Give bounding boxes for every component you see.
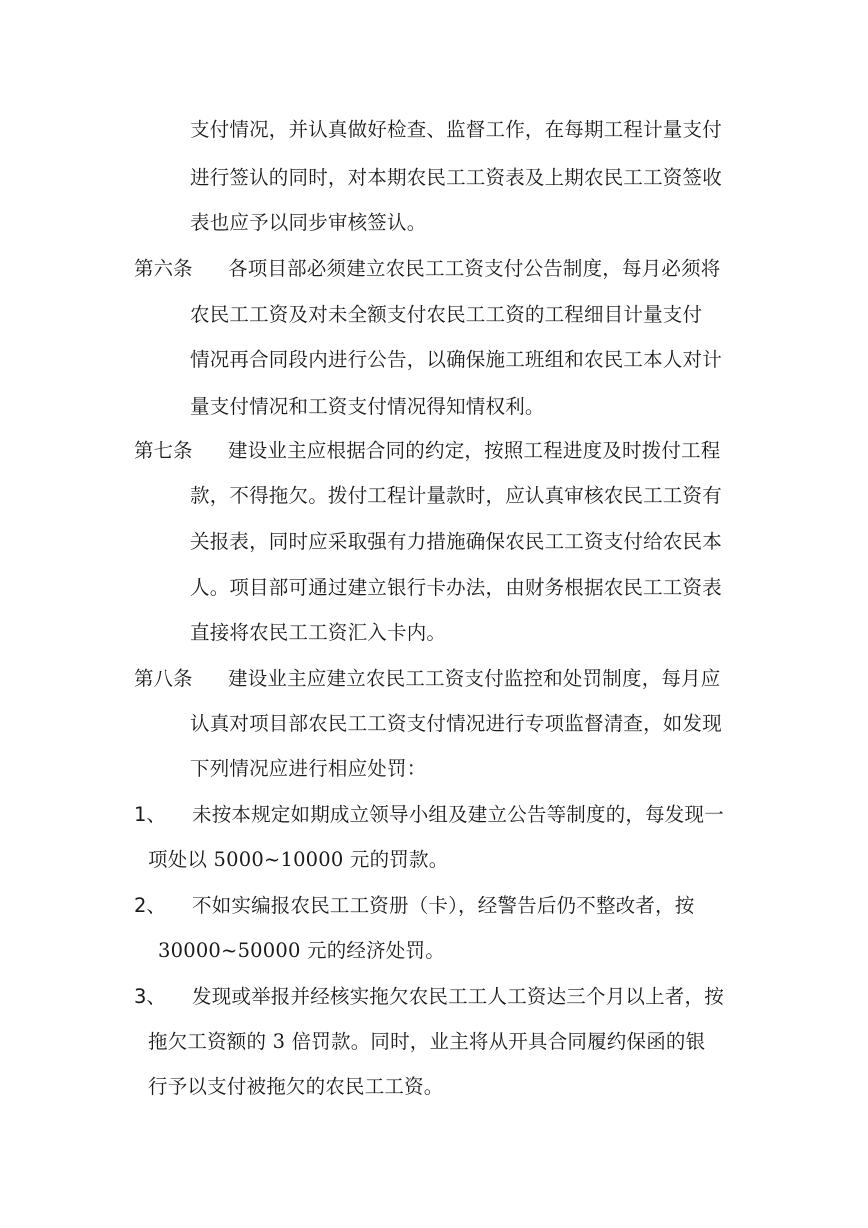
penalty-item-3-line-2: 拖欠工资额的 3 倍罚款。同时，业主将从开具合同履约保函的银 bbox=[148, 1030, 706, 1053]
article-7-line-5: 直接将农民工工资汇入卡内。 bbox=[190, 621, 447, 644]
article-8-line-2: 认真对项目部农民工工资支付情况进行专项监督清查，如发现 bbox=[190, 712, 722, 735]
penalty-item-1-line-1: 未按本规定如期成立领导小组及建立公告等制度的，每发现一 bbox=[192, 803, 724, 826]
article-7-line-3: 关报表，同时应采取强有力措施确保农民工工资支付给农民本 bbox=[190, 530, 722, 553]
intro-line-1: 支付情况，并认真做好检查、监督工作，在每期工程计量支付 bbox=[190, 118, 722, 141]
article-7-line-4: 人。项目部可通过建立银行卡办法，由财务根据农民工工资表 bbox=[190, 576, 722, 599]
penalty-item-2-number: 2、 bbox=[134, 894, 166, 917]
article-6-line-2: 农民工工资及对未全额支付农民工工资的工程细目计量支付 bbox=[190, 303, 703, 326]
penalty-item-3-number: 3、 bbox=[134, 985, 166, 1008]
article-7-label: 第七条 bbox=[134, 439, 193, 462]
article-7-line-2: 款，不得拖欠。拨付工程计量款时，应认真审核农民工工资有 bbox=[190, 484, 722, 507]
penalty-item-1-line-2: 项处以 5000~10000 元的罚款。 bbox=[148, 848, 449, 871]
penalty-item-2-line-2: 30000~50000 元的经济处罚。 bbox=[158, 939, 445, 962]
intro-line-2: 进行签认的同时，对本期农民工工资表及上期农民工工资签收 bbox=[190, 166, 722, 189]
article-6-line-4: 量支付情况和工资支付情况得知情权利。 bbox=[190, 395, 545, 418]
article-6-line-1: 各项目部必须建立农民工工资支付公告制度，每月必须将 bbox=[228, 257, 721, 280]
article-6-line-3: 情况再合同段内进行公告，以确保施工班组和农民工本人对计 bbox=[190, 348, 722, 371]
penalty-item-1-number: 1、 bbox=[134, 803, 166, 826]
intro-line-3: 表也应予以同步审核签认。 bbox=[190, 211, 427, 234]
article-8-label: 第八条 bbox=[134, 667, 193, 690]
penalty-item-3-line-3: 行予以支付被拖欠的农民工工资。 bbox=[148, 1075, 444, 1098]
article-8-line-3: 下列情况应进行相应处罚： bbox=[190, 757, 427, 780]
penalty-item-2-line-1: 不如实编报农民工工资册（卡），经警告后仍不整改者，按 bbox=[192, 894, 695, 917]
article-6-label: 第六条 bbox=[134, 257, 193, 280]
penalty-item-3-line-1: 发现或举报并经核实拖欠农民工工人工资达三个月以上者，按 bbox=[192, 985, 724, 1008]
article-8-line-1: 建设业主应建立农民工工资支付监控和处罚制度，每月应 bbox=[228, 667, 721, 690]
article-7-line-1: 建设业主应根据合同的约定，按照工程进度及时拨付工程 bbox=[228, 439, 721, 462]
